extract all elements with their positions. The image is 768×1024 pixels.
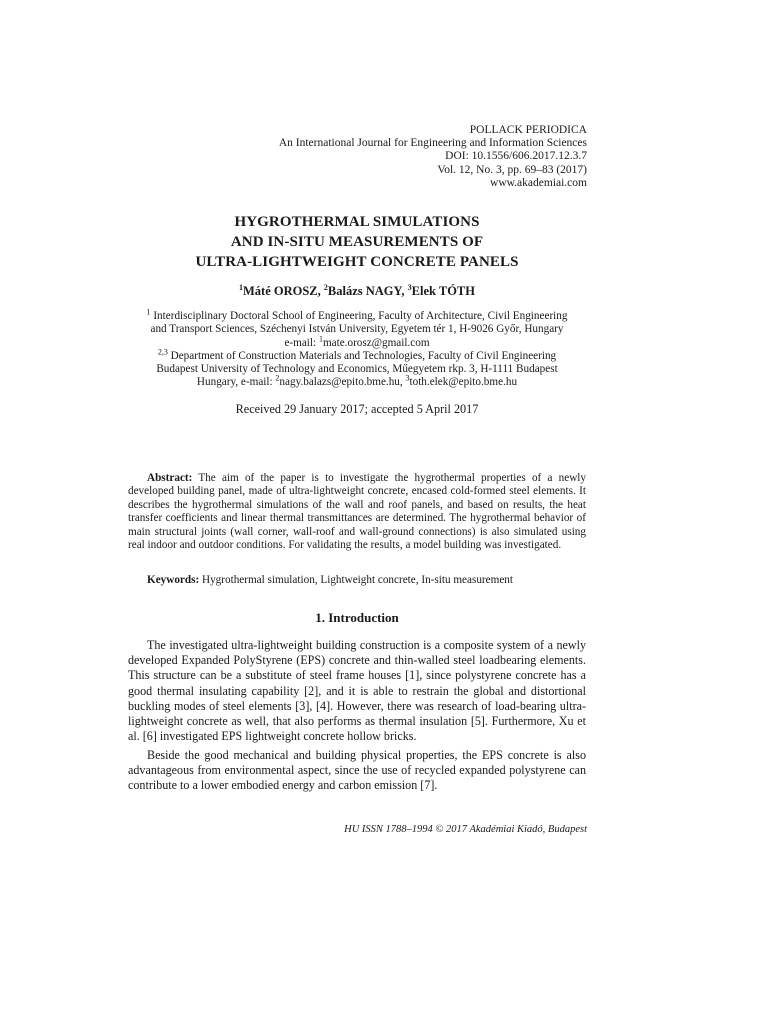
author-superscript: 1: [238, 282, 243, 292]
page-footer: HU ISSN 1788–1994 © 2017 Akadémiai Kiadó, Budapest: [344, 824, 587, 835]
author-list: [128, 284, 586, 299]
keywords: [147, 574, 513, 586]
email-label: e-mail:: [284, 336, 319, 349]
affiliation-superscript: 2,3: [157, 347, 168, 357]
keywords-text: Hygrothermal simulation, Lightweight concrete, In-situ measurement: [199, 574, 513, 586]
affiliation-1-email-line: [128, 333, 586, 350]
author-name: Balázs NAGY,: [327, 284, 408, 298]
author-email: nagy.balazs@epito.bme.hu,: [279, 376, 406, 389]
affiliation-2-email-line: [128, 373, 586, 389]
email-label: Hungary, e-mail:: [196, 376, 276, 389]
author-name: Máté OROSZ,: [242, 284, 324, 298]
author-email: mate.orosz@gmail.com: [322, 336, 430, 349]
body-paragraph: Beside the good mechanical and building physical properties, the EPS concrete is also advantageous from environmental aspect, since the use of recycled expanded polystyrene can contribute to a lower embodied energy and carbon emission [7].: [128, 748, 586, 793]
received-dates: Received 29 January 2017; accepted 5 April 2017: [235, 402, 479, 416]
title-line: AND IN-SITU MEASUREMENTS OF: [230, 234, 484, 250]
journal-subtitle: An International Journal for Engineering and Information Sciences: [278, 137, 587, 150]
title-line: HYGROTHERMAL SIMULATIONS: [234, 214, 480, 230]
email-superscript: 1: [318, 333, 323, 343]
journal-website: www.akademiai.com: [490, 176, 587, 189]
author-name: Elek TÓTH: [411, 284, 475, 298]
email-superscript: 3: [405, 373, 410, 383]
author-superscript: 3: [407, 282, 412, 292]
abstract-label: Abstract:: [147, 472, 193, 484]
doi: DOI: 10.1556/606.2017.12.3.7: [445, 150, 587, 163]
author-superscript: 2: [323, 282, 328, 292]
abstract-text: The aim of the paper is to investigate the hygrothermal properties of a newly developed building panel, made of ultra-lightweight concrete, encased cold-formed steel elements. It describes the hygrothermal simulations of the wall and roof panels, and based on results, the heat transfer coefficients and linear thermal transmittances are determined. The hygrothermal behavior of main structural joints (wall corner, wall-roof and wall-ground connections) is also simulated using real indoor and outdoor conditions. For validating the results, a model building was investigated.: [128, 472, 586, 552]
journal-name: POLLACK PERIODICA: [469, 124, 587, 136]
abstract: [128, 472, 586, 552]
volume-info: Vol. 12, No. 3, pp. 69–83 (2017): [437, 163, 587, 176]
affiliation-2-line: [128, 347, 586, 363]
section-heading: 1. Introduction: [315, 610, 399, 625]
body-paragraph: The investigated ultra-lightweight building construction is a composite system of a newly developed Expanded PolyStyrene (EPS) concrete and thin-walled steel loadbearing elements. This structure can be a substitute of steel frame houses [1], since polystyrene concrete has a good thermal insulating capability [2], and it is able to restrain the global and distortional buckling modes of steel elements [3], [4]. However, there was research of load-bearing ultra-lightweight concrete as well, that also performs as thermal insulation [5]. Furthermore, Xu et al. [6] investigated EPS lightweight concrete hollow bricks.: [128, 638, 586, 744]
affiliation-text: Interdisciplinary Doctoral School of Engineering, Faculty of Architecture, Civil Engineering: [150, 310, 568, 322]
title-line: ULTRA-LIGHTWEIGHT CONCRETE PANELS: [195, 254, 519, 270]
affiliation-1-line: and Transport Sciences, Széchenyi István University, Egyetem tér 1, H-9026 Győr, Hungary: [150, 323, 564, 336]
email-superscript: 2: [275, 373, 280, 383]
paper-title: [128, 212, 586, 272]
affiliations: [128, 307, 586, 390]
affiliation-2-line: Budapest University of Technology and Economics, Műegyetem rkp. 3, H-1111 Budapest: [156, 363, 558, 376]
affiliation-text: Department of Construction Materials and Technologies, Faculty of Civil Engineering: [167, 349, 557, 362]
affiliation-1-line: [128, 307, 586, 323]
affiliation-superscript: 1: [146, 307, 151, 317]
journal-header: [279, 124, 587, 190]
author-email: toth.elek@epito.bme.hu: [409, 376, 518, 389]
keywords-label: Keywords:: [147, 574, 200, 586]
